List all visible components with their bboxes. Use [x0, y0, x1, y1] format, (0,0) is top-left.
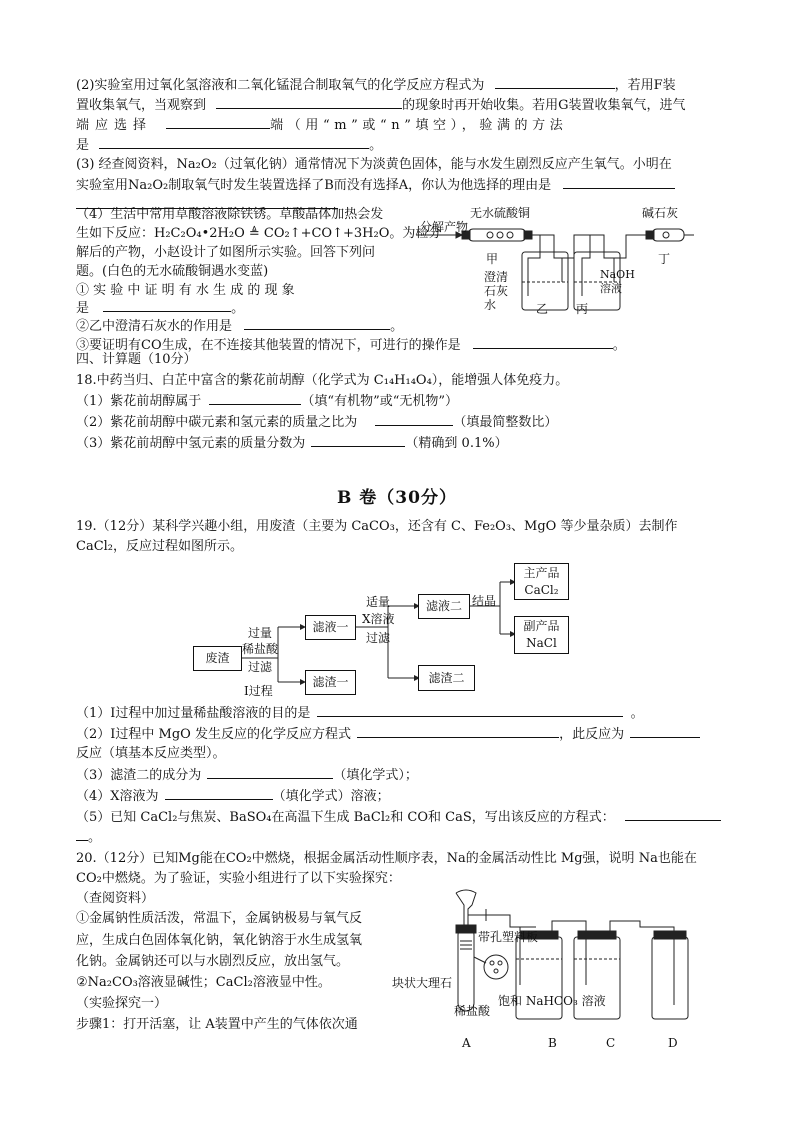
q2-line4: 是 。: [76, 138, 383, 153]
answer-blank[interactable]: [357, 725, 559, 738]
q4-line5: ① 实 验 中 证 明 有 水 生 成 的 现 象: [76, 283, 295, 298]
limewater-label: 澄清石灰水: [484, 270, 509, 312]
flow-label-hcl: 稀盐酸: [242, 642, 279, 656]
flow-box-byproduct: 副产品 NaCl: [514, 616, 569, 654]
label-b: B: [548, 1036, 557, 1050]
flow-label-appropriate: 适量: [366, 595, 391, 609]
label-bing: 丙: [576, 302, 589, 316]
q19-part4: （4）X溶液为 （填化学式）溶液；: [76, 789, 390, 804]
q20-step1: 步骤1：打开活塞，让 A装置中产生的气体依次通: [76, 1017, 358, 1032]
label-a: A: [462, 1036, 471, 1050]
marble-label: 块状大理石: [392, 976, 453, 990]
q20-ref-3: 化钠。金属钠还可以与水剧烈反应，放出氢气。: [76, 954, 350, 969]
q20-stem-1: 20.（12分）已知Mg能在CO₂中燃烧，根据金属活动性顺序表，Na的金属活动性比 Mg强，说明 Na也能在: [76, 851, 697, 866]
flow-box-residue2: 滤渣二: [418, 665, 475, 691]
q4-line2: 生如下反应：H₂C₂O₄•2H₂O ≜ CO₂↑+CO↑+3H₂O。为检分: [76, 226, 442, 241]
q19-part5-end: 。: [76, 828, 101, 847]
flow-label-process1: Ⅰ过程: [244, 684, 273, 698]
answer-blank[interactable]: [630, 725, 700, 738]
q20-ref-heading: （查阅资料）: [76, 891, 155, 906]
q20-explore-heading: （实验探究一）: [76, 996, 168, 1011]
q3-line2: 实验室用Na₂O₂制取氧气时发生装置选择了B而没有选择A，你认为他选择的理由是: [76, 176, 675, 195]
answer-blank[interactable]: [76, 828, 88, 841]
q18-part3: （3）紫花前胡醇中氢元素的质量分数为 （精确到 0.1%）: [76, 436, 508, 451]
q20-ref-2: 应，生成白色固体氧化钠，氧化钠溶于水生成氢氧: [76, 933, 363, 948]
q20-stem-2: CO₂中燃烧。为了验证，实验小组进行了以下实验探究：: [76, 871, 401, 886]
q2-line1: (2)实验室用过氧化氢溶液和二氧化锰混合制取氧气的化学反应方程式为 ，若用F装: [76, 78, 676, 93]
naoh-label: NaOH溶液: [600, 268, 635, 295]
q4-line6: 是 。: [76, 301, 245, 316]
q18-part2: （2）紫花前胡醇中碳元素和氢元素的质量之比为 （填最简整数比）: [76, 415, 558, 430]
answer-blank[interactable]: [207, 766, 333, 779]
q2-line3: 端应选择 端（用“m”或“n”填空），验满的方法: [76, 118, 568, 133]
q18-part1: （1）紫花前胡醇属于 （填“有机物”或“无机物”）: [76, 394, 459, 409]
q4-line3: 解后的产物，小赵设计了如图所示实验。回答下列问: [76, 245, 376, 260]
q4-line8: ③要证明有CO生成，在不连接其他装置的情况下，可进行的操作是 。: [76, 338, 626, 353]
q3-line1: (3) 经查阅资料，Na₂O₂（过氧化钠）通常情况下为淡黄色固体，能与水发生剧烈反应产生氧气。小明在: [76, 157, 672, 172]
flow-label-crystallize: 结晶: [472, 594, 497, 608]
q20-ref-4: ②Na₂CO₃溶液显碱性；CaCl₂溶液显中性。: [76, 975, 331, 990]
answer-blank[interactable]: [317, 704, 623, 717]
flow-label-excess: 过量: [248, 626, 273, 640]
flow-box-waste: 废渣: [193, 646, 242, 671]
section-heading-calc: 四、计算题（10分）: [76, 352, 197, 367]
label-jia: 甲: [486, 252, 499, 266]
feed-label: 分解产物: [420, 220, 469, 234]
q19-part1: （1）Ⅰ过程中加过量稀盐酸溶液的目的是 。: [76, 706, 644, 721]
q4-line4: 题。(白色的无水硫酸铜遇水变蓝): [76, 264, 269, 279]
q19-part2-cont: 反应（填基本反应类型）。: [76, 746, 226, 761]
flow-label-filter1: 过滤: [248, 660, 273, 674]
q4-line1: （4）生活中常用草酸溶液除铁锈。草酸晶体加热会发: [76, 207, 384, 222]
label-ding: 丁: [658, 252, 671, 266]
flow-box-filtrate2: 滤液二: [418, 594, 470, 619]
label-yi: 乙: [536, 302, 549, 316]
q4-line7: ②乙中澄清石灰水的作用是 。: [76, 319, 404, 334]
answer-blank[interactable]: [165, 787, 273, 800]
q19-part5: （5）已知 CaCl₂与焦炭、BaSO₄在高温下生成 BaCl₂和 CO和 CaS，写出该反应的方程式：: [76, 808, 721, 827]
q19-stem-1: 19.（12分）某科学兴趣小组，用废渣（主要为 CaCO₃，还含有 C、Fe₂O₃、MgO 等少量杂质）去制作: [76, 519, 678, 534]
q2-line2: 置收集氧气，当观察到 的现象时再开始收集。若用G装置收集氧气，进气: [76, 98, 686, 113]
flow-box-residue1: 滤渣一: [305, 670, 356, 695]
dilute-hcl-label: 稀盐酸: [454, 1004, 491, 1018]
anhydrous-cuso4-label: 无水硫酸铜: [470, 206, 531, 220]
q19-part2: （2）Ⅰ过程中 MgO 发生反应的化学反应方程式 ，此反应为: [76, 725, 700, 744]
label-d: D: [668, 1036, 678, 1050]
soda-lime-label: 碱石灰: [642, 206, 679, 220]
flow-label-filter2: 过滤: [366, 631, 391, 645]
nahco3-label: 饱和 NaHCO₃ 溶液: [498, 994, 606, 1008]
flow-label-x-solution: X溶液: [362, 612, 395, 626]
flow-box-filtrate1: 滤液一: [305, 615, 356, 640]
q19-part3: （3）滤渣二的成分为 （填化学式）；: [76, 768, 418, 783]
label-c: C: [606, 1036, 616, 1050]
porous-plate-label: 带孔塑料板: [478, 930, 539, 944]
flow-box-main-product: 主产品 CaCl₂: [514, 563, 569, 600]
q19-stem-2: CaCl₂，反应过程如图所示。: [76, 539, 244, 554]
section-title-b: B 卷（30分）: [337, 488, 457, 508]
q18-stem: 18.中药当归、白芷中富含的紫花前胡醇（化学式为 C₁₄H₁₄O₄），能增强人体免疫力。: [76, 373, 569, 388]
answer-blank[interactable]: [625, 808, 721, 821]
q20-ref-1: ①金属钠性质活泼，常温下，金属钠极易与氧气反: [76, 911, 363, 926]
